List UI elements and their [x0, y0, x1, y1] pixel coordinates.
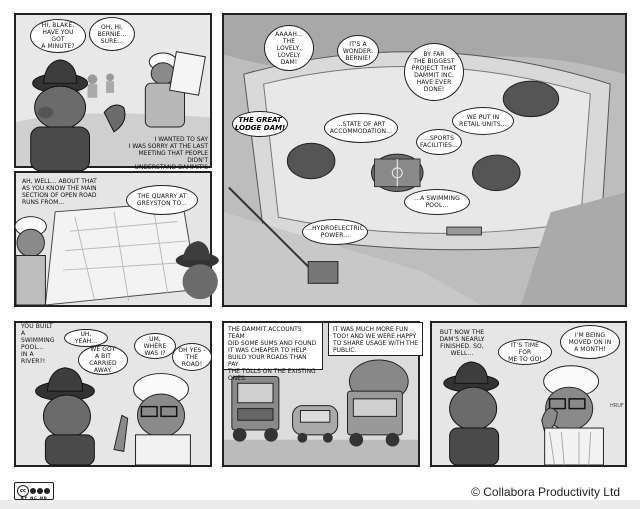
caption-box: I WANTED TO SAY I WAS SORRY AT THE LAST MEETING THAT PEOPLE DIDN'T UNDERSTAND DAMMIT'S	[128, 136, 208, 171]
speech-bubble: UM, WHERE WAS I?	[134, 333, 176, 359]
speech-bubble: WE PUT IN RETAIL UNITS...	[452, 107, 514, 135]
nd-icon	[44, 488, 50, 494]
nc-icon	[37, 488, 43, 494]
cc-icon: cc	[17, 485, 29, 497]
comic-panel-6	[430, 321, 627, 467]
speech-bubble: THE QUARRY AT GREYSTON TO...	[126, 185, 198, 215]
comic-panel-2-dam	[222, 13, 627, 307]
by-icon	[30, 488, 36, 494]
speech-bubble: IT'S A WONDER, BERNIE!	[337, 35, 379, 67]
copyright-text: © Collabora Productivity Ltd	[471, 485, 620, 499]
comic-panel-5	[222, 321, 420, 467]
speech-bubble: ...SPORTS FACILITIES...	[416, 129, 462, 155]
caption-box: THE DAMMIT ACCOUNTS TEAM DID SOME SUMS AND FOUND IT WAS CHEAPER TO HELP BUILD YOUR ROADS THAN PAY THE TOLLS ON THE EXISTING ONES.	[223, 322, 323, 370]
license-tags: BY NC ND	[21, 496, 48, 500]
caption-box: AH, WELL... ABOUT THAT AS YOU KNOW THE MAIN SECTION OF OPEN ROAD RUNS FROM...	[22, 178, 97, 206]
speech-bubble: I'M BEING MOVED ON IN A MONTH!	[560, 325, 620, 359]
speech-bubble: HI, BLAKE, HAVE YOU GOT A MINUTE?	[30, 19, 86, 53]
speech-bubble: UH, YEAH...	[64, 329, 108, 347]
speech-bubble: WE GOT A BIT CARRIED AWAY.	[78, 345, 128, 375]
speech-bubble: BUT NOW THE DAM'S NEARLY FINISHED. SO, WELL...	[439, 329, 485, 357]
artist-signature: HRUF	[610, 403, 624, 409]
caption-box: IT WAS MUCH MORE FUN TOO! AND WE WERE HAPPY TO SHARE USAGE WITH THE PUBLIC.	[328, 322, 423, 356]
comic-panel-3	[14, 171, 212, 307]
speech-bubble: OH YES - THE ROAD!	[172, 343, 212, 371]
comic-panel-4	[14, 321, 212, 467]
bottom-bar	[0, 500, 640, 509]
speech-bubble: OH, HI, BERNIE... SURE...	[89, 17, 135, 51]
speech-bubble: ...A SWIMMING POOL...	[404, 189, 470, 215]
speech-bubble: ...HYDROELECTRIC POWER...	[302, 219, 368, 245]
comic-panel-1	[14, 13, 212, 171]
speech-bubble: ...STATE OF ART ACCOMMODATION...	[324, 113, 398, 143]
speech-bubble: YOU BUILT A SWIMMING POOL... IN A RIVER?!	[21, 323, 55, 365]
speech-bubble: BY FAR THE BIGGEST PROJECT THAT DAMMIT INC. HAVE EVER DONE!	[404, 43, 464, 101]
dam-label: THE GREAT LODGE DAM!	[232, 111, 288, 137]
speech-bubble: IT'S TIME FOR ME TO GO!	[498, 339, 552, 365]
speech-bubble: AAAAH... THE LOVELY, LOVELY DAM!	[264, 25, 314, 71]
creative-commons-badge	[14, 482, 54, 500]
